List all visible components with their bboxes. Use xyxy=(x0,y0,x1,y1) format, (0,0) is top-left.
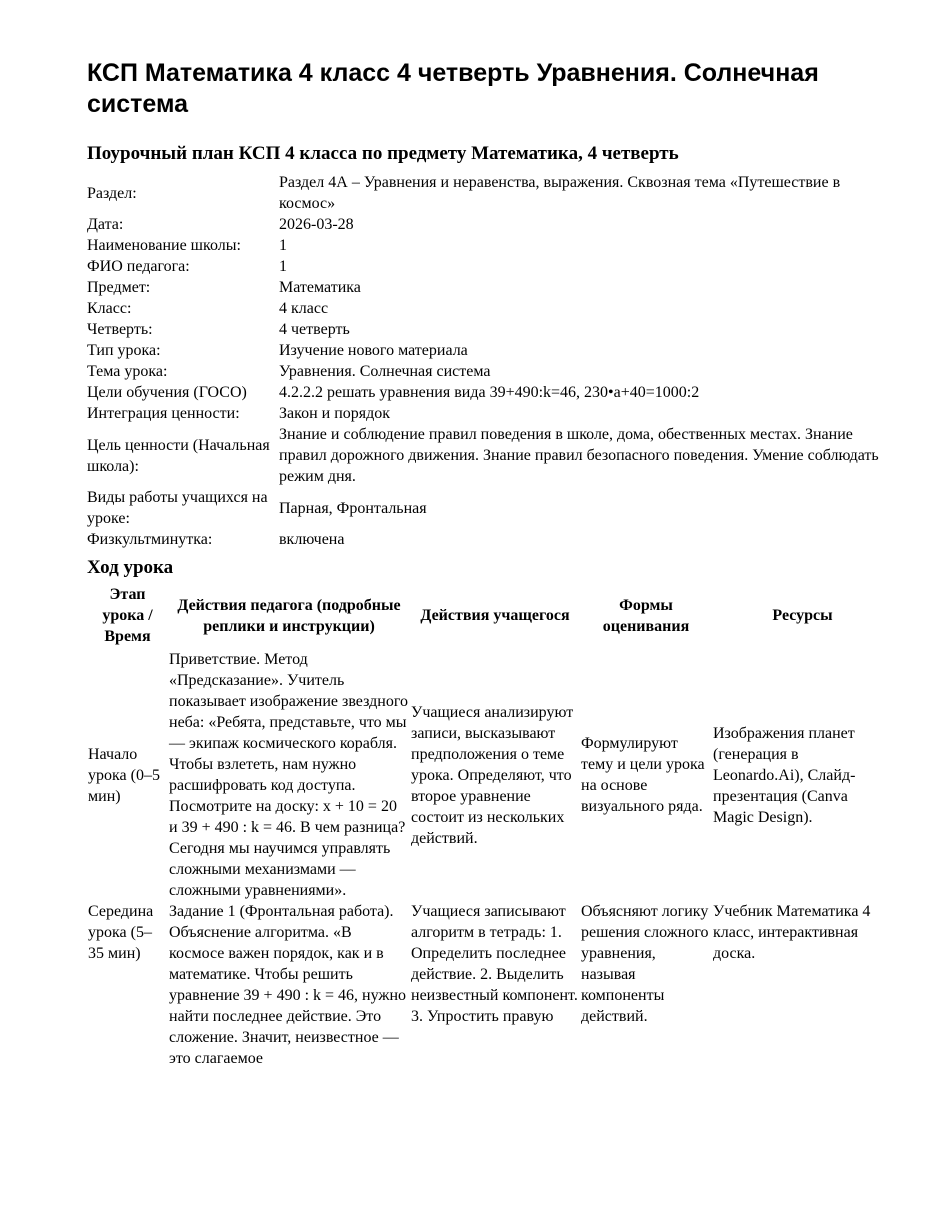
column-header-assessment: Формы оценивания xyxy=(602,596,690,635)
info-value: включена xyxy=(279,531,345,548)
resources-cell: Учебник Математика 4 класс, интерактивная доска. xyxy=(713,903,871,962)
teacher-actions-cell: Задание 1 (Фронтальная работа). Объяснение алгоритма. «В космосе важен порядок, как и в математике. Чтобы решить уравнение 39 + 490 : k = 46, нужно найти последнее действие. Это сложение. Значит, неизвестное — это слагаемое xyxy=(169,903,407,1067)
info-row-learning-goals xyxy=(87,382,887,403)
info-key: Предмет: xyxy=(87,279,151,296)
stage-cell: Начало урока (0–5 мин) xyxy=(88,745,160,805)
info-row-lesson-topic xyxy=(87,361,887,382)
page-title: КСП Математика 4 класс 4 четверть Уравнения. Солнечная система xyxy=(87,59,819,118)
info-key: Наименование школы: xyxy=(87,237,241,254)
lesson-flow-heading: Ход урока xyxy=(87,557,174,578)
info-value: 4.2.2.2 решать уравнения вида 39+490:k=46, 230•a+40=1000:2 xyxy=(279,384,700,401)
table-row xyxy=(87,649,893,901)
info-value: Уравнения. Солнечная система xyxy=(279,363,491,380)
info-row-teacher xyxy=(87,256,887,277)
info-value: Раздел 4А – Уравнения и неравенства, выражения. Сквозная тема «Путешествие в космос» xyxy=(279,174,841,212)
resources-cell: Изображения планет (генерация в Leonardo.Ai), Слайд-презентация (Canva Magic Design). xyxy=(713,724,856,826)
stage-cell: Середина урока (5–35 мин) xyxy=(88,903,154,962)
lesson-flow-table xyxy=(87,584,893,1069)
info-value: Знание и соблюдение правил поведения в школе, дома, обественных местах. Знание правил дорожного движения. Знание правил безопасного поведения. Умение соблюдать режим дня. xyxy=(279,426,879,485)
info-key: Раздел: xyxy=(87,184,137,202)
student-actions-cell: Учащиеся записывают алгоритм в тетрадь: 1. Определить последнее действие. 2. Выделить неизвестный компонент. 3. Упростить правую xyxy=(411,903,578,1025)
assessment-cell: Формулируют тему и цели урока на основе визуального ряда. xyxy=(581,735,705,815)
column-header-stage: Этап урока / Время xyxy=(102,586,153,645)
info-row-subject xyxy=(87,277,887,298)
table-header-row xyxy=(87,584,893,649)
info-value: 4 класс xyxy=(279,300,329,317)
info-value: Изучение нового материала xyxy=(279,342,468,359)
info-row-date xyxy=(87,214,887,235)
info-row-physical-break xyxy=(87,529,887,550)
info-key: Физкультминутка: xyxy=(87,531,213,548)
info-key: Виды работы учащихся на уроке: xyxy=(87,489,268,527)
column-header-teacher-actions: Действия педагога (подробные реплики и инструкции) xyxy=(177,596,401,635)
info-key: Интеграция ценности: xyxy=(87,405,240,422)
info-key: Тип урока: xyxy=(87,342,161,359)
info-key: Дата: xyxy=(87,216,124,233)
info-key: ФИО педагога: xyxy=(87,258,190,275)
lesson-info-table xyxy=(87,172,887,550)
info-key: Цели обучения (ГОСО) xyxy=(87,384,247,401)
info-key: Цель ценности (Начальная школа): xyxy=(87,436,270,475)
info-row-school xyxy=(87,235,887,256)
info-row-class xyxy=(87,298,887,319)
info-row-quarter xyxy=(87,319,887,340)
info-key: Класс: xyxy=(87,300,132,317)
info-row-lesson-type xyxy=(87,340,887,361)
info-value: Закон и порядок xyxy=(279,405,391,422)
info-value: 1 xyxy=(279,258,287,275)
info-value: Математика xyxy=(279,279,361,296)
info-value: 1 xyxy=(279,237,287,254)
info-row-section xyxy=(87,172,887,214)
student-actions-cell: Учащиеся анализируют записи, высказывают предположения о теме урока. Определяют, что второе уравнение состоит из нескольких действий. xyxy=(411,703,574,847)
column-header-resources: Ресурсы xyxy=(772,607,833,624)
table-row xyxy=(87,901,893,1069)
info-value: 4 четверть xyxy=(279,321,350,338)
info-row-work-types xyxy=(87,487,887,529)
assessment-cell: Объясняют логику решения сложного уравнения, называя компоненты действий. xyxy=(581,903,709,1025)
plan-subtitle: Поурочный план КСП 4 класса по предмету Математика, 4 четверть xyxy=(87,143,679,164)
column-header-student-actions: Действия учащегося xyxy=(420,607,570,624)
teacher-actions-cell: Приветствие. Метод «Предсказание». Учитель показывает изображение звездного неба: «Ребята, представьте, что мы — экипаж космического корабля. Чтобы взлететь, нам нужно расшифровать код доступа. Посмотрите на доску: x + 10 = 20 и 39 + 490 : k = 46. В чем разница? Сегодня мы научимся управлять сложными механизмами — сложными уравнениями». xyxy=(169,651,408,899)
info-key: Четверть: xyxy=(87,321,153,338)
info-value: 2026-03-28 xyxy=(279,216,354,233)
document-page xyxy=(87,58,897,1069)
info-row-value-integration xyxy=(87,403,887,424)
info-value: Парная, Фронтальная xyxy=(279,499,427,517)
info-key: Тема урока: xyxy=(87,363,168,380)
info-row-value-goal xyxy=(87,424,887,487)
